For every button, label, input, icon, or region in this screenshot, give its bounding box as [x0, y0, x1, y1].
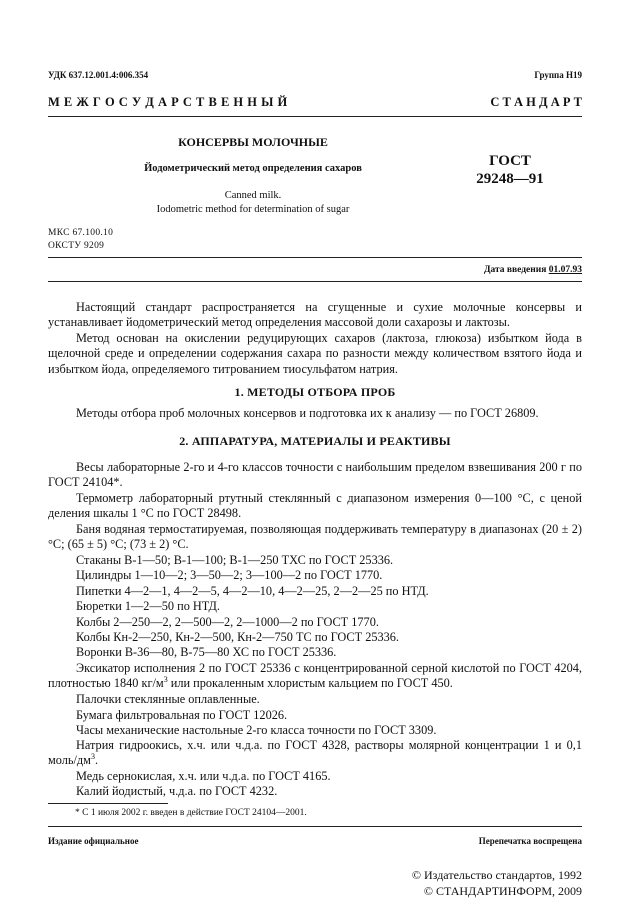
equipment-item: Цилиндры 1—10—2; 3—50—2; 3—100—2 по ГОСТ 1770. [76, 568, 383, 582]
equipment-item: Колбы 2—250—2, 2—500—2, 2—1000—2 по ГОСТ 1770. [76, 615, 379, 629]
equipment-item: Калий йодистый, ч.д.а. по ГОСТ 4232. [76, 784, 278, 798]
equipment-item: Баня водяная термостатируемая, позволяющая поддерживать температуру в диапазонах (20 ± 2) °С; (65 ± 5) °С; (73 ± 2) °С. [48, 522, 582, 552]
copyright-2: © СТАНДАРТИНФОРМ, 2009 [423, 884, 582, 898]
equipment-item: Колбы Кн-2—250, Кн-2—500, Кн-2—750 ТС по ГОСТ 25336. [76, 630, 400, 644]
mks-code: МКС 67.100.10 [48, 228, 114, 238]
equipment-item: Натрия гидроокись, х.ч. или ч.д.а. по ГОСТ 4328, растворы молярной концентрации 1 и 0,1 моль/$дм^3$. [48, 738, 582, 768]
group-code: Группа Н19 [534, 70, 582, 80]
gost-label: ГОСТ [489, 153, 531, 169]
gost-number: 29248—91 [476, 171, 544, 187]
intro-paragraph-1: Настоящий стандарт распространяется на сгущенные и сухие молочные консервы и устанавливает йодометрический метод определения массовой доли сахарозы и лактозы. [48, 300, 582, 330]
banner-right: С Т А Н Д А Р Т [490, 95, 582, 109]
equipment-item: Бумага фильтровальная по ГОСТ 12026. [76, 708, 288, 722]
intro-date [484, 265, 582, 275]
banner-left: М Е Ж Г О С У Д А Р С Т В Е Н Н Ы Й [48, 95, 288, 109]
equipment-item: Пипетки 4—2—1, 4—2—5, 4—2—10, 4—2—25, 2—2—25 по НТД. [76, 584, 429, 598]
equipment-item: Весы лабораторные 2-го и 4-го классов точности с наибольшим пределом взвешивания 200 г по ГОСТ 24104*. [48, 460, 582, 490]
date-rule [48, 281, 582, 282]
footer-rule [48, 826, 582, 827]
equipment-item: Часы механические настольные 2-го класса точности по ГОСТ 3309. [76, 723, 437, 737]
udk-code: УДК 637.12.001.4:006.354 [48, 70, 149, 80]
banner-rule [48, 116, 582, 117]
equipment-item: Воронки В-36—80, В-75—80 ХС по ГОСТ 25336. [76, 645, 337, 659]
desiccator-text-a: Эксикатор исполнения 2 по ГОСТ 25336 с концентрированной серной кислотой по ГОСТ 4204, плотностью 1840 кг/м [48, 661, 582, 691]
reprint-label: Перепечатка воспрещена [478, 836, 582, 846]
superscript: 3 [163, 675, 168, 685]
intro-date-label: Дата введения [483, 265, 547, 275]
intro-date-value: 01.07.93 [548, 265, 582, 275]
equipment-item: Термометр лабораторный ртутный стеклянный с диапазоном измерения 0—100 °С, с ценой деления шкалы 1 °С по ГОСТ 28498. [48, 491, 582, 521]
equipment-item [48, 661, 582, 692]
title-sub: Йодометрический метод определения сахаров [144, 163, 362, 174]
intro-paragraph-2: Метод основан на окислении редуцирующих сахаров (лактоза, глюкоза) избытком йода в щелочной среде и определении содержания сахара по разности между количеством взятого йода и избытком йода, определяемого титрованием тиосульфатом натрия. [48, 331, 582, 376]
footnote-rule [48, 803, 168, 804]
desiccator-text-b: или прокаленным хлористым кальцием по ГОСТ 450. [167, 676, 453, 691]
equipment-item: Палочки стеклянные оплавленные. [76, 692, 260, 706]
title-main: КОНСЕРВЫ МОЛОЧНЫЕ [178, 135, 328, 149]
title-en-line1: Canned milk. [224, 190, 282, 201]
edition-label: Издание официальное [48, 836, 139, 846]
equipment-item: Бюретки 1—2—50 по НТД. [76, 599, 221, 613]
title-en-line2: Iodometric method for determination of sugar [156, 204, 350, 215]
footnote: * С 1 июля 2002 г. введен в действие ГОСТ 24104—2001. [75, 808, 307, 818]
equipment-item: Стаканы В-1—50; В-1—100; В-1—250 ТХС по ГОСТ 25336. [76, 553, 394, 567]
okstu-code: ОКСТУ 9209 [48, 241, 105, 251]
superscript: 3 [90, 752, 95, 762]
copyright-1: © Издательство стандартов, 1992 [411, 868, 582, 882]
naoh-text: Натрия гидроокись, х.ч. или ч.д.а. по ГОСТ 4328, растворы молярной концентрации 1 и 0,1 моль/дм [48, 738, 582, 768]
section-2-title: 2. АППАРАТУРА, МАТЕРИАЛЫ И РЕАКТИВЫ [179, 434, 451, 448]
classification-rule [48, 257, 582, 258]
section-1-title: 1. МЕТОДЫ ОТБОРА ПРОБ [234, 385, 396, 399]
section-1-text: Методы отбора проб молочных консервов и подготовка их к анализу — по ГОСТ 26809. [76, 406, 539, 420]
equipment-item: Медь сернокислая, х.ч. или ч.д.а. по ГОСТ 4165. [76, 769, 331, 783]
